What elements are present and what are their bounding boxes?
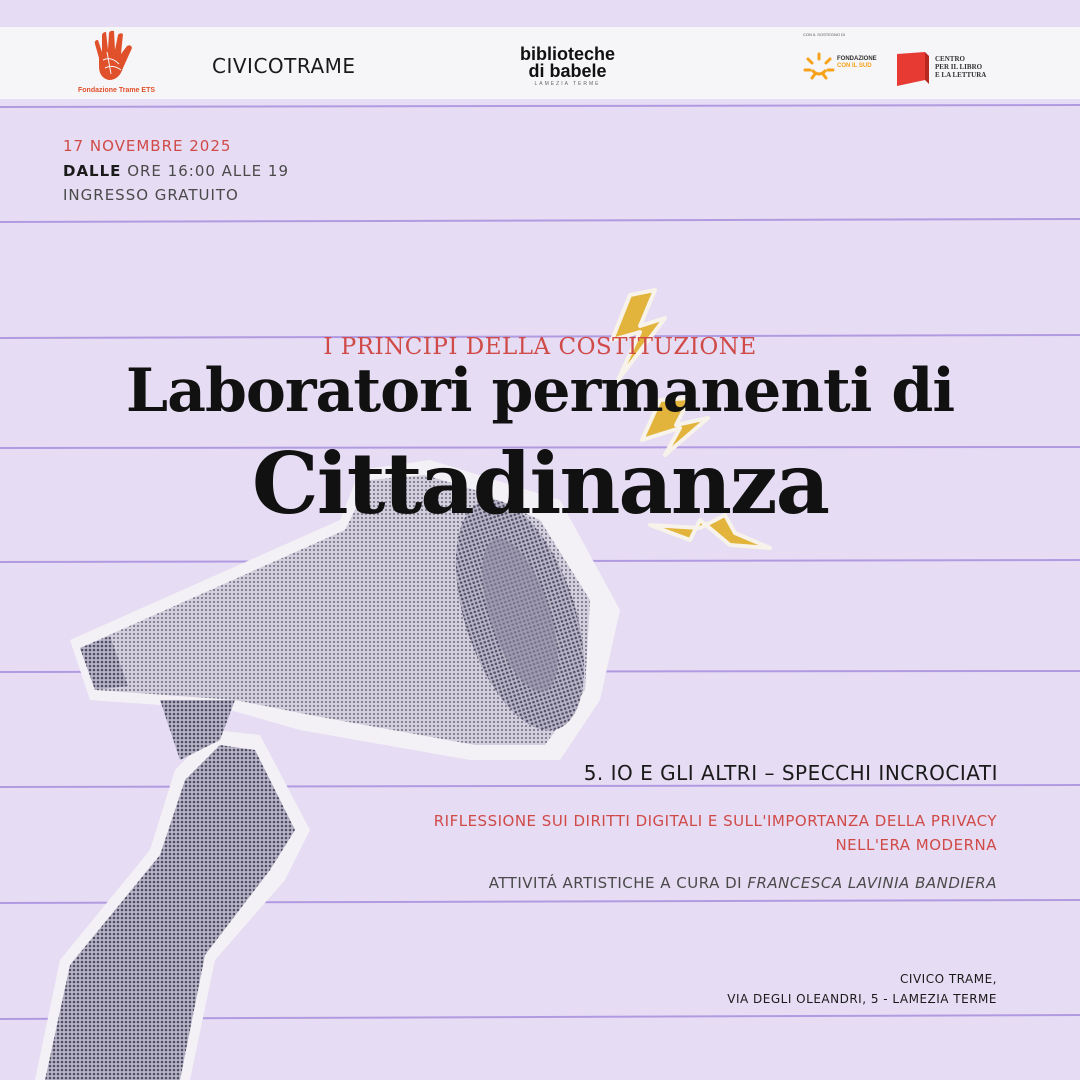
fondazione-trame-name: Fondazione Trame ETS [78,87,156,94]
session-heading: 5. IO E GLI ALTRI – SPECCHI INCROCIATI [583,761,998,785]
hours-rest: ORE 16:00 ALLE 19 [121,162,289,180]
artist-prefix: ATTIVITÁ ARTISTICHE A CURA DI [488,874,748,892]
fcs-line2: CON IL SUD [837,63,872,69]
session-artist [489,874,997,892]
artist-name: FRANCESCA LAVINIA BANDIERA [747,874,997,892]
book-icon [895,50,931,88]
event-title-line2: Cittadinanza [251,434,829,533]
session-description: RIFLESSIONE SUI DIRITTI DIGITALI E SULL'IMPORTANZA DELLA PRIVACY NELL'ERA MODERNA [433,812,997,854]
cepell-line1: CENTRO [935,55,965,63]
venue-address [727,969,997,1009]
civico-trame-logo: CIVICOTRAME [212,54,356,78]
fondazione-trame-logo [78,30,156,98]
fondazione-con-il-sud-logo [803,52,877,88]
event-date: 17 NOVEMBRE 2025 [63,137,232,155]
event-subtitle: I PRINCIPI DELLA COSTITUZIONE [323,334,757,360]
event-hours [63,162,289,180]
sun-icon [803,52,835,84]
cepell-line2: PER IL LIBRO [935,63,983,71]
babele-line2: di babele [528,61,607,81]
venue-line1: CIVICO TRAME, [900,972,997,986]
babele-line1: biblioteche [519,44,615,64]
cepell-logo [895,50,987,92]
babele-sub: LAMEZIA TERME [534,81,601,87]
hours-prefix: DALLE [63,162,122,180]
hand-icon [91,30,135,84]
event-entry: INGRESSO GRATUITO [63,186,239,204]
venue-line2: VIA DEGLI OLEANDRI, 5 - LAMEZIA TERME [727,992,997,1006]
fcs-line1: FONDAZIONE [837,56,877,62]
event-title-line1: Laboratori permanenti di [125,356,955,426]
biblioteche-di-babele-logo [505,46,630,89]
sponsor-note: CON IL SOSTEGNO DI [803,32,846,37]
cepell-line3: E LA LETTURA [935,71,987,79]
